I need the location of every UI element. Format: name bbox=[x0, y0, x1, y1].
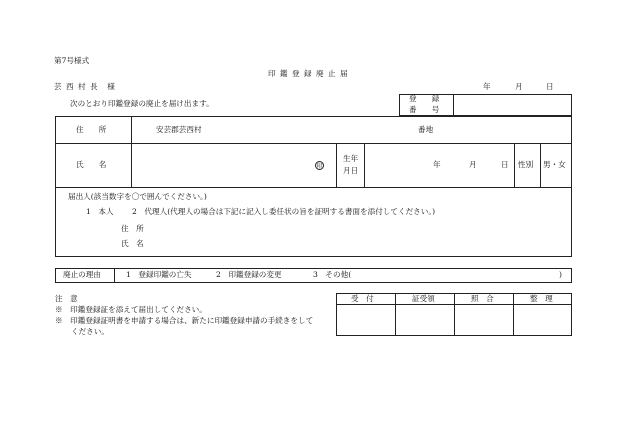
birth-day: 日 bbox=[501, 160, 509, 169]
reason-divider bbox=[114, 268, 115, 283]
date-year: 年 bbox=[483, 82, 491, 91]
name-label: 氏 名 bbox=[76, 160, 107, 169]
form-title: 印 鑑 登 録 廃 止 届 bbox=[268, 69, 349, 78]
gender-label-line-right bbox=[540, 143, 541, 187]
reason-option-change[interactable]: 2 印鑑登録の変更 bbox=[216, 270, 282, 279]
gender-label-line-left bbox=[514, 143, 515, 187]
form-number: 第7号様式 bbox=[54, 56, 90, 65]
birth-label-line-right bbox=[364, 143, 365, 187]
intro-text: 次のとおり印鑑登録の廃止を届け出ます。 bbox=[70, 99, 214, 108]
address-label: 住 所 bbox=[76, 125, 107, 134]
row-line-2 bbox=[55, 187, 572, 188]
birth-year: 年 bbox=[433, 160, 441, 169]
note-2-line-2: ください。 bbox=[71, 327, 109, 336]
date-day: 日 bbox=[546, 82, 554, 91]
office-col-line-2 bbox=[454, 293, 455, 336]
registration-number-field[interactable] bbox=[458, 99, 568, 111]
note-2-line-1: ※ 印鑑登録証明書を申請する場合は、新たに印鑑登録申請の手続きをして bbox=[55, 316, 314, 325]
office-col-line-1 bbox=[395, 293, 396, 336]
notifier-option-self[interactable]: 1 本人 bbox=[86, 207, 114, 216]
notes-heading: 注 意 bbox=[55, 294, 78, 303]
birth-month: 月 bbox=[469, 160, 477, 169]
seal-mark: 印 bbox=[316, 163, 323, 170]
birth-label-line-left bbox=[336, 143, 337, 187]
reason-close-paren: ) bbox=[559, 270, 562, 279]
birth-label-2: 月日 bbox=[343, 166, 359, 175]
office-col-arrange: 整 理 bbox=[530, 294, 553, 303]
banchi-label: 番地 bbox=[418, 125, 434, 134]
agent-address-label: 住 所 bbox=[121, 224, 144, 233]
reason-label: 廃止の理由 bbox=[63, 270, 101, 279]
notifier-option-agent[interactable]: 2 代理人(代理人の場合は下記に記入し委任状の旨を証明する書面を添付してください。) bbox=[132, 207, 436, 216]
notifier-heading: 届出人(該当数字を〇で囲んでください。) bbox=[68, 192, 207, 201]
row-line-1 bbox=[55, 143, 572, 144]
gender-label: 性別 bbox=[518, 160, 534, 169]
registration-label-2: 番 号 bbox=[409, 105, 440, 114]
date-month: 月 bbox=[515, 82, 523, 91]
office-col-reception: 受 付 bbox=[351, 294, 374, 303]
registration-divider bbox=[453, 94, 454, 116]
office-col-verify: 照 合 bbox=[471, 294, 494, 303]
registration-label-1: 登 録 bbox=[409, 94, 440, 103]
addressee: 芸 西 村 長 様 bbox=[54, 82, 116, 91]
reason-option-lost[interactable]: 1 登録印鑑の亡失 bbox=[126, 270, 192, 279]
office-col-line-3 bbox=[513, 293, 514, 336]
name-field[interactable] bbox=[136, 156, 306, 170]
reason-option-other[interactable]: 3 その他( bbox=[313, 270, 352, 279]
address-value[interactable]: 安芸郡芸西村 bbox=[156, 125, 202, 134]
birth-label-1: 生年 bbox=[343, 154, 359, 163]
office-col-receipt: 証受領 bbox=[412, 294, 435, 303]
gender-value[interactable]: 男・女 bbox=[543, 160, 566, 169]
label-column-line bbox=[131, 116, 132, 187]
note-1: ※ 印鑑登録証を添えて届出してください。 bbox=[55, 305, 207, 314]
agent-name-label: 氏 名 bbox=[121, 239, 144, 248]
